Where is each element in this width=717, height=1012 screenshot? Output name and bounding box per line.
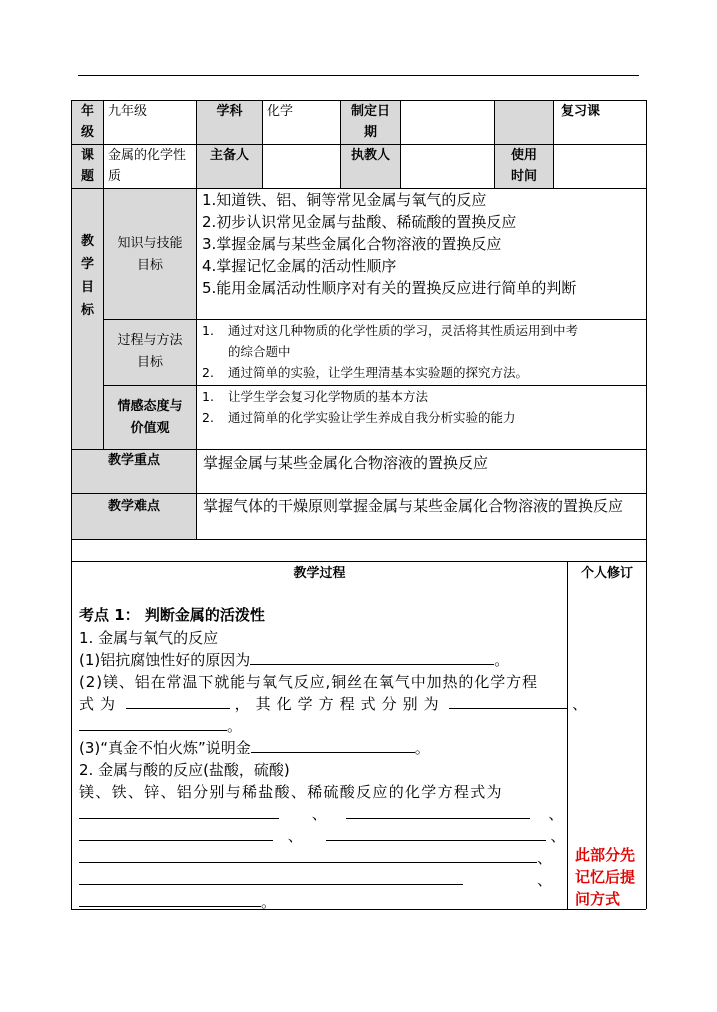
difficulty-text: 掌握气体的干燥原则掌握金属与某些金属化合物溶液的置换反应 [203,497,624,515]
process-label: 过程与方法目标 [104,320,196,385]
emotion-item: 2. 通过简单的化学实验让学生养成自我分析实验的能力 [202,410,516,425]
q2-line: 、 [79,869,563,891]
emotion-item: 1. 让学生学会复习化学物质的基本方法 [202,389,429,404]
topic-value: 金属的化学性质 [108,148,187,184]
revise-header: 个人修订 [580,566,633,581]
q1-3: (3)“真金不怕火炼”说明金 。 [79,739,430,757]
process-item: 2. 通过简单的实验，让学生理清基本实验题的探究方法。 [202,365,529,380]
answer-blank[interactable] [79,847,537,863]
q1-2b: 式为 ，其化学方程式分别为 、 [79,695,588,713]
emotion-items [202,386,642,428]
answer-blank[interactable] [79,891,261,907]
teacher-value [401,145,494,188]
topic-label: 课题 [72,145,103,188]
process-item-cont: 的综合题中 [228,344,291,359]
q2-line: 。 [79,891,276,913]
difficulty-label: 教学难点 [72,494,196,539]
emotion-label: 情感态度与价值观 [104,386,196,449]
q1-2a: (2)镁、铝在常温下就能与氧气反应,铜丝在氧气中加热的化学方程 [79,673,538,691]
answer-blank[interactable] [251,737,415,753]
q2-title: 2. 金属与酸的反应(盐酸，硫酸) [79,761,290,779]
lesson-type: 复习课 [561,104,601,119]
date-label: 制定日期 [341,101,400,144]
q2-line: 、 [79,847,563,869]
date-value [401,101,494,144]
knowledge-item: 5.能用金属活动性顺序对有关的置换反应进行简单的判断 [202,279,577,297]
process-item: 1. 通过对这几种物质的化学性质的学习，灵活将其性质运用到中考 [202,323,579,338]
subject-label: 学科 [197,101,262,144]
knowledge-item: 4.掌握记忆金属的活动性顺序 [202,257,397,275]
q1-2e: 。 [79,715,242,737]
answer-blank[interactable] [126,693,230,709]
use-time-value [554,145,646,188]
blank-gray-cell [495,101,553,144]
knowledge-item: 3.掌握金属与某些金属化合物溶液的置换反应 [202,235,502,253]
grade-label: 年级 [72,101,103,144]
answer-blank[interactable] [326,825,546,841]
use-time-label: 使用时间 [495,145,553,188]
header-rule [78,75,639,76]
answer-blank[interactable] [79,825,273,841]
answer-blank[interactable] [79,715,227,731]
knowledge-item: 2.初步认识常见金属与盐酸、稀硫酸的置换反应 [202,213,517,231]
knowledge-label: 知识与技能目标 [104,189,196,319]
topic-heading: 考点 1： 判断金属的活泼性 [79,606,265,624]
knowledge-item: 1.知道铁、铝、铜等常见金属与氧气的反应 [202,191,487,209]
answer-blank[interactable] [250,649,494,665]
q2-line: 、 、 [79,803,563,825]
teacher-label: 执教人 [341,145,400,188]
q1-title: 1. 金属与氧气的反应 [79,629,219,647]
revise-note: 此部分先 记忆后提 问方式 [575,846,636,908]
q2-line: 、 、 [79,825,563,847]
subject-value: 化学 [267,104,294,119]
answer-blank[interactable] [449,693,567,709]
answer-blank[interactable] [79,803,279,819]
process-items [202,320,642,383]
answer-blank[interactable] [346,803,530,819]
grade-value: 九年级 [108,104,148,119]
preparer-label: 主备人 [197,145,262,188]
goals-section-label: 教学目标 [72,189,103,449]
preparer-value [263,145,340,188]
key-point-label: 教学重点 [72,450,196,493]
process-header: 教学过程 [293,566,346,581]
answer-blank[interactable] [79,869,463,885]
key-point-text: 掌握金属与某些金属化合物溶液的置换反应 [203,454,489,472]
q2-text: 镁、铁、锌、铝分别与稀盐酸、稀硫酸反应的化学方程式为 [79,783,503,801]
knowledge-items [202,189,642,299]
q1-1: (1)铝抗腐蚀性好的原因为 。 [79,651,510,669]
